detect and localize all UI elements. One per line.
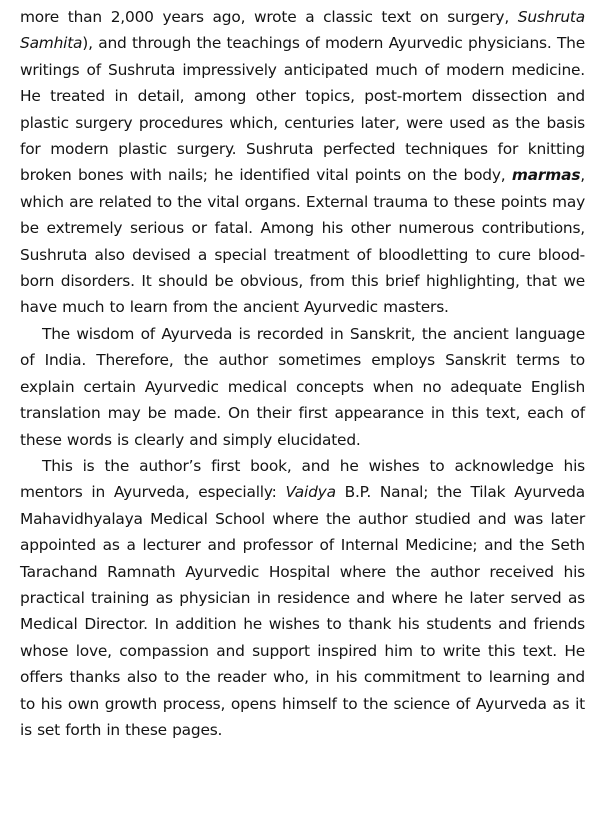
text-segment: more than 2,000 years ago, wrote a classic text on surgery, <box>20 8 518 26</box>
term-marmas: marmas <box>511 166 581 185</box>
text-segment: The wisdom of Ayurveda is recorded in Sanskrit, the ancient language of India. Therefore, the author sometimes employs Sanskrit terms to explain certain Ayurvedic medical concepts when no adequate English translation may be made. On their first appearance in this text, each of these words is clearly and simply elucidated. <box>20 324 585 449</box>
paragraph-sanskrit <box>20 321 585 453</box>
text-segment: This is the author’s first book, and he wishes to acknowledge his mentors in Ayurveda, especially: <box>20 456 585 502</box>
term-vaidya: Vaidya <box>285 483 336 502</box>
paragraph-acknowledgements <box>20 453 585 743</box>
paragraph-sushruta <box>20 4 585 321</box>
book-title-sushruta-samhita: Sushruta Samhita <box>20 8 585 53</box>
text-segment: , which are related to the vital organs. External trauma to these points may be extremely serious or fatal. Among his other numerous contributions, Sushruta also devised a special treatment of bloodletting to cure blood-born disorders. It should be obvious, from this brief highlighting, that we have much to learn from the ancient Ayurvedic masters. <box>20 166 585 317</box>
text-segment: ), and through the teachings of modern Ayurvedic physicians. The writings of Sushruta impressively anticipated much of modern medicine. He treated in detail, among other topics, post-mortem dissection and plastic surgery procedures which, centuries later, were used as the basis for modern plastic surgery. Sushruta perfected techniques for knitting broken bones with nails; he identified vital points on the body, <box>20 34 585 185</box>
document-page <box>20 4 585 743</box>
text-segment: B.P. Nanal; the Tilak Ayurveda Mahavidhyalaya Medical School where the author studied and was later appointed as a lecturer and professor of Internal Medicine; and the Seth Tarachand Ramnath Ayurvedic Hospital where the author received his practical training as physician in residence and where he later served as Medical Director. In addition he wishes to thank his students and friends whose love, compassion and support inspired him to write this text. He offers thanks also to the reader who, in his commitment to learning and to his own growth process, opens himself to the science of Ayurveda as it is set forth in these pages. <box>20 483 585 739</box>
